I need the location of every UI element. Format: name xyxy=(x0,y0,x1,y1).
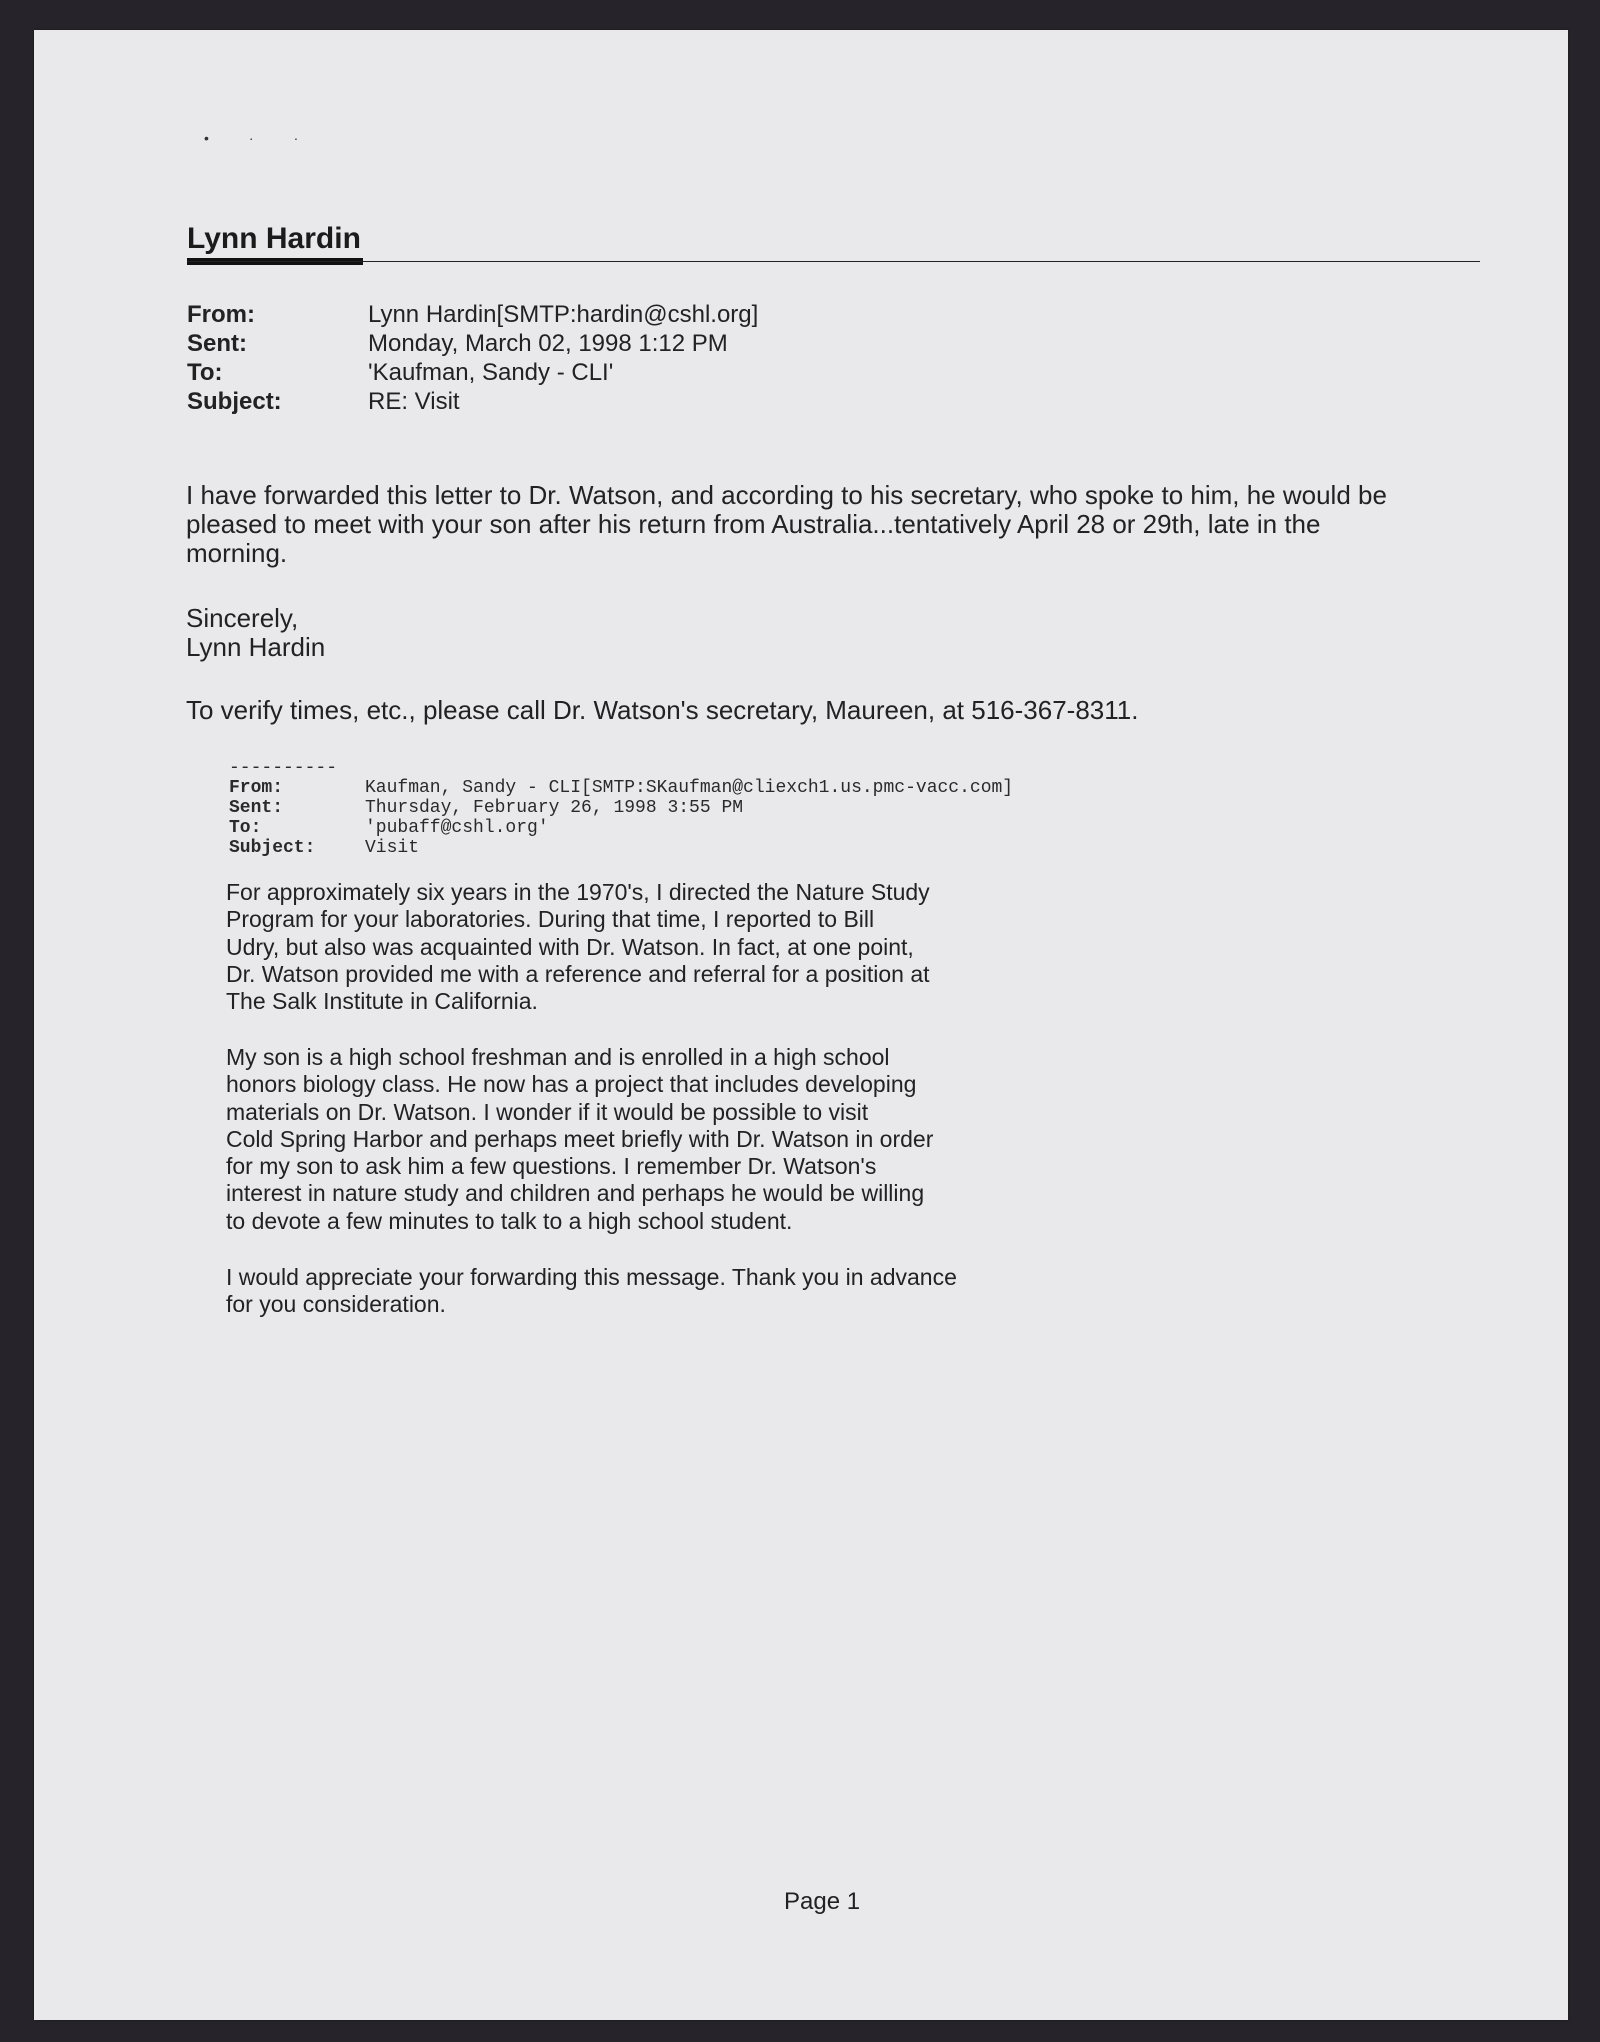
text-line: My son is a high school freshman and is enrolled in a high school xyxy=(226,1044,890,1070)
text-line: honors biology class. He now has a project that includes developing xyxy=(226,1071,917,1098)
closing-block xyxy=(186,604,1486,662)
sender-heading: Lynn Hardin xyxy=(187,222,361,255)
fwd-value: 'pubaff@cshl.org' xyxy=(365,818,549,838)
text-line: Cold Spring Harbor and perhaps meet briefly with Dr. Watson in order xyxy=(226,1125,934,1152)
signature: Lynn Hardin xyxy=(186,632,326,662)
fwd-from xyxy=(229,778,1013,798)
heading-rule xyxy=(187,261,1480,262)
fwd-label: Subject: xyxy=(229,838,316,858)
text-line: for my son to ask him a few questions. I remember Dr. Watson's xyxy=(226,1153,877,1180)
body-paragraph-3 xyxy=(186,696,1486,725)
fwd-label: From: xyxy=(229,778,284,798)
meta-label: To: xyxy=(187,359,223,386)
text-line: Udry, but also was acquainted with Dr. Watson. In fact, at one point, xyxy=(226,933,914,960)
meta-to xyxy=(187,358,758,387)
meta-sent xyxy=(187,329,758,358)
text-line: morning. xyxy=(186,538,288,568)
fwd-subject xyxy=(229,838,1013,858)
text-line: to devote a few minutes to talk to a high school student. xyxy=(226,1207,793,1234)
text-line: The Salk Institute in California. xyxy=(226,988,538,1015)
document-page xyxy=(34,30,1568,2020)
email-meta xyxy=(187,300,758,416)
meta-label: Sent: xyxy=(187,330,247,357)
text-line: Program for your laboratories. During that time, I reported to Bill xyxy=(226,906,875,933)
body-paragraph-1 xyxy=(186,481,1486,568)
closing: Sincerely, xyxy=(186,603,299,633)
text-line: materials on Dr. Watson. I wonder if it would be possible to visit xyxy=(226,1098,869,1125)
fwd-sent xyxy=(229,798,1013,818)
page-number: Page 1 xyxy=(784,1888,861,1915)
fwd-label: To: xyxy=(229,818,262,838)
text-line: pleased to meet with your son after his return from Australia...tentatively April 28 or 29th, late in the xyxy=(186,509,1321,539)
meta-from xyxy=(187,300,758,329)
meta-subject xyxy=(187,387,758,416)
text-line: I have forwarded this letter to Dr. Watson, and according to his secretary, who spoke to him, he would be xyxy=(186,480,1387,510)
fwd-to xyxy=(229,818,1013,838)
meta-value: Lynn Hardin[SMTP:hardin@cshl.org] xyxy=(368,301,759,328)
fwd-label: Sent: xyxy=(229,798,284,818)
forwarded-paragraph-2 xyxy=(226,1044,1076,1235)
meta-value: 'Kaufman, Sandy - CLI' xyxy=(368,359,614,386)
meta-label: Subject: xyxy=(187,388,282,415)
meta-value: Monday, March 02, 1998 1:12 PM xyxy=(368,330,728,357)
forwarded-paragraph-1 xyxy=(226,879,1076,1015)
text-line: interest in nature study and children and perhaps he would be willing xyxy=(226,1180,925,1207)
forward-separator: ---------- xyxy=(229,758,338,778)
text-line: for you consideration. xyxy=(226,1291,446,1318)
text-line: I would appreciate your forwarding this message. Thank you in advance xyxy=(226,1264,957,1290)
paper-specks: •·· xyxy=(204,130,339,146)
text-line: To verify times, etc., please call Dr. Watson's secretary, Maureen, at 516-367-8311. xyxy=(186,695,1139,725)
fwd-value: Kaufman, Sandy - CLI[SMTP:SKaufman@cliexch1.us.pmc-vacc.com] xyxy=(365,778,1014,798)
text-line: Dr. Watson provided me with a reference and referral for a position at xyxy=(226,960,930,987)
fwd-value: Thursday, February 26, 1998 3:55 PM xyxy=(365,798,744,818)
text-line: For approximately six years in the 1970's, I directed the Nature Study xyxy=(226,879,930,905)
fwd-value: Visit xyxy=(365,838,420,858)
meta-value: RE: Visit xyxy=(368,388,460,415)
forwarded-paragraph-3 xyxy=(226,1264,1076,1319)
forwarded-meta xyxy=(229,758,1013,858)
meta-label: From: xyxy=(187,301,255,328)
